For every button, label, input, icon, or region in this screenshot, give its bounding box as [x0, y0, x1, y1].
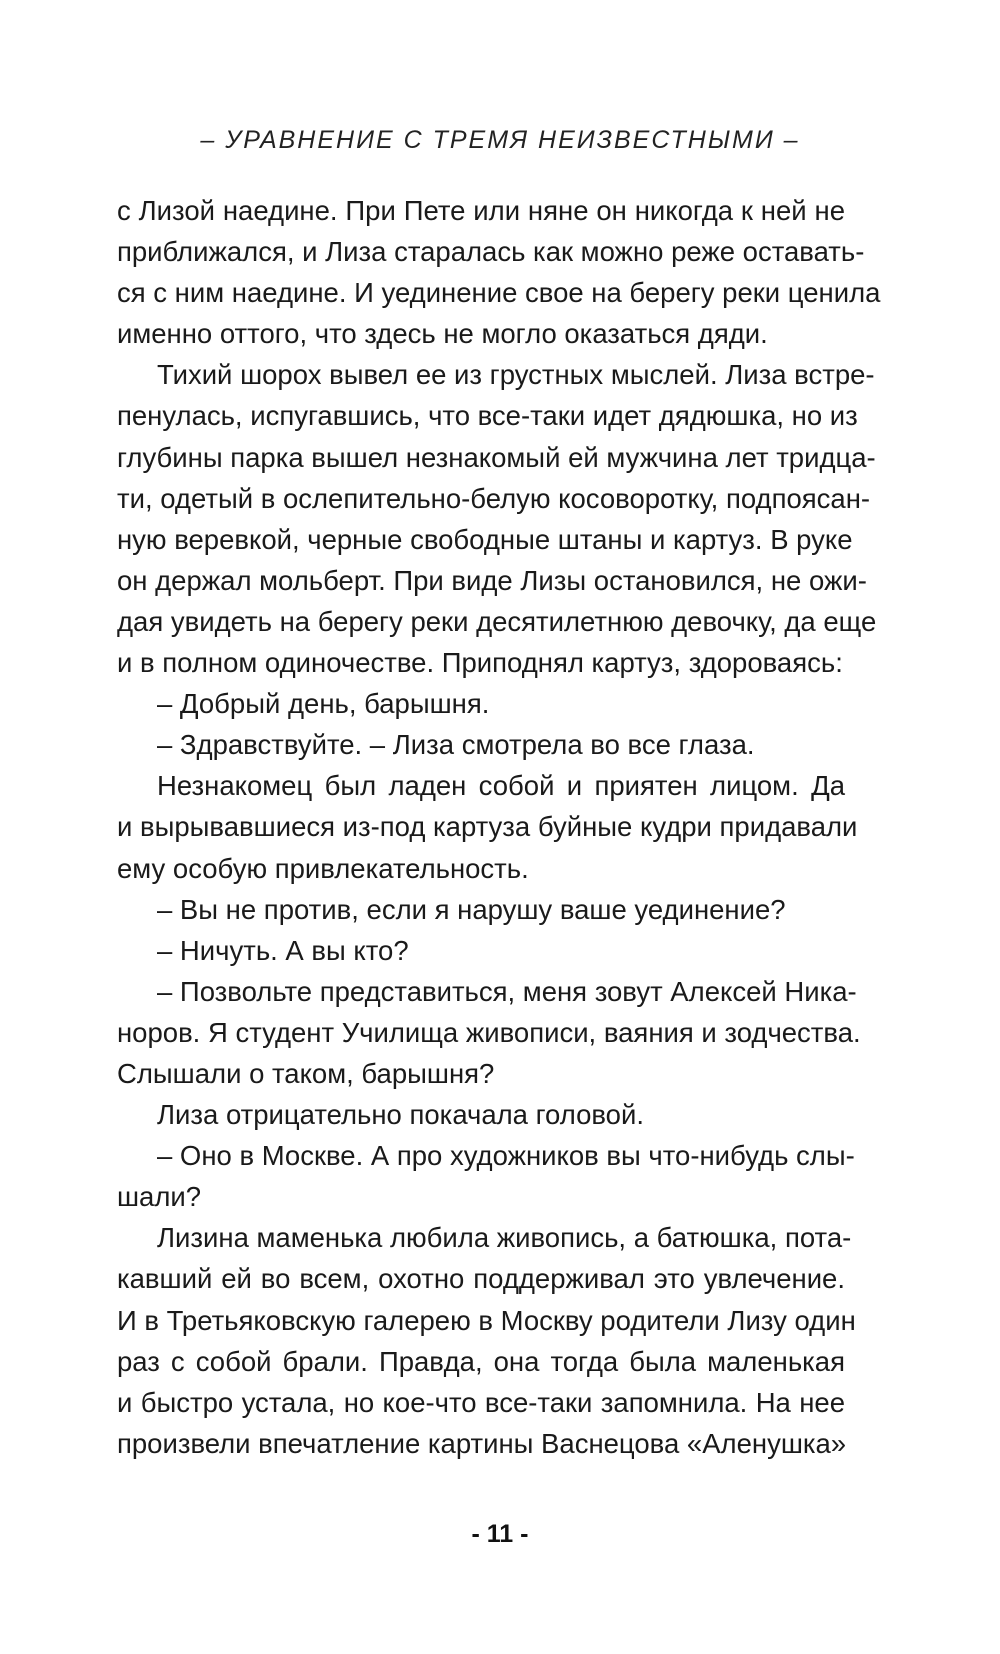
text-line: Незнакомец был ладен собой и приятен лицом. Да — [157, 770, 845, 802]
text-line: приближался, и Лиза старалась как можно реже оставать- — [117, 236, 865, 268]
text-line: Лиза отрицательно покачала головой. — [157, 1099, 644, 1131]
text-line: – Ничуть. А вы кто? — [157, 934, 409, 966]
text-line: Тихий шорох вывел ее из грустных мыслей. Лиза встре- — [157, 359, 875, 391]
text-line: пенулась, испугавшись, что все-таки идет дядюшка, но из — [117, 400, 858, 432]
text-line: норов. Я студент Училища живописи, ваяния и зодчества. — [117, 1016, 861, 1048]
text-line: с Лизой наедине. При Пете или няне он никогда к ней не — [117, 195, 845, 226]
text-line: кавший ей во всем, охотно поддерживал это увлечение. — [117, 1263, 845, 1295]
text-line: И в Третьяковскую галерею в Москву родители Лизу один — [117, 1304, 856, 1336]
text-line: Лизина маменька любила живопись, а батюшка, пота- — [157, 1222, 852, 1254]
text-line: – Позвольте представиться, меня зовут Алексей Ника- — [157, 975, 857, 1007]
text-line: ся с ним наедине. И уединение свое на берегу реки ценила — [117, 277, 881, 309]
text-line: он держал мольберт. При виде Лизы остановился, не ожи- — [117, 564, 867, 596]
text-line: и вырывавшиеся из-под картуза буйные кудри придавали — [117, 811, 858, 843]
text-line: Слышали о таком, барышня? — [117, 1057, 495, 1089]
text-line: дая увидеть на берегу реки десятилетнюю девочку, да еще — [117, 605, 877, 637]
text-line: ную веревкой, черные свободные штаны и картуз. В руке — [117, 523, 853, 555]
text-line: шали? — [117, 1181, 202, 1213]
text-line: ему особую привлекательность. — [117, 852, 529, 884]
page-number: - 11 - — [471, 1520, 529, 1548]
text-line: и в полном одиночестве. Приподнял картуз, здороваясь: — [117, 647, 843, 679]
text-line: раз с собой брали. Правда, она тогда была маленькая — [117, 1345, 845, 1377]
text-line: и быстро устала, но кое-что все-таки запомнила. На нее — [117, 1386, 845, 1418]
running-head: – УРАВНЕНИЕ С ТРЕМЯ НЕИЗВЕСТНЫМИ – — [200, 126, 800, 154]
text-line: – Вы не против, если я нарушу ваше уединение? — [157, 893, 786, 925]
text-line: – Здравствуйте. – Лиза смотрела во все глаза. — [157, 729, 755, 761]
text-line: глубины парка вышел незнакомый ей мужчина лет тридца- — [117, 441, 876, 473]
text-line: – Оно в Москве. А про художников вы что-нибудь слы- — [157, 1140, 855, 1172]
text-line: ти, одетый в ослепительно-белую косоворотку, подпоясан- — [117, 482, 871, 514]
text-line: произвели впечатление картины Васнецова «Аленушка» — [117, 1427, 847, 1459]
text-line: именно оттого, что здесь не могло оказаться дяди. — [117, 318, 768, 350]
body-text — [117, 190, 881, 1464]
text-line: – Добрый день, барышня. — [157, 688, 490, 720]
